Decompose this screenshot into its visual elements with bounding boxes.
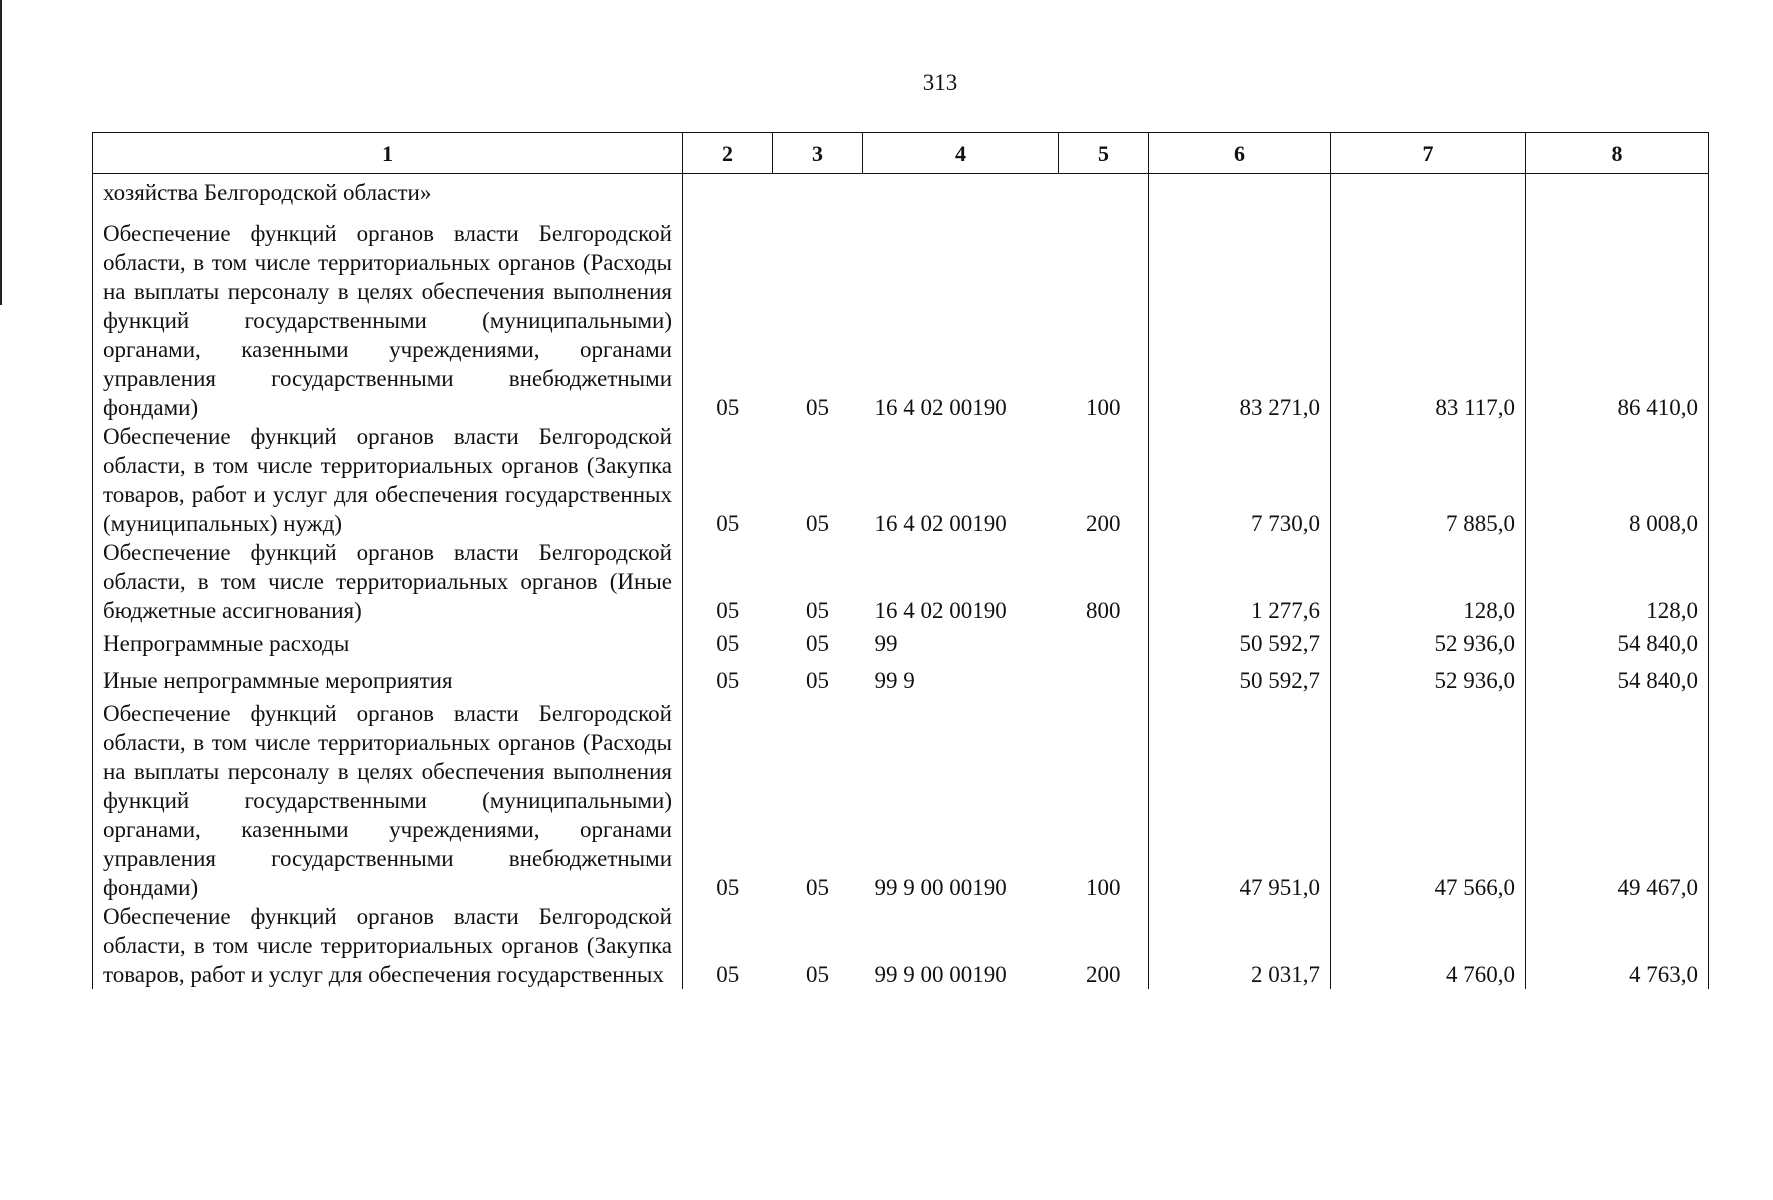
cell-amount-7: 7 885,0	[1331, 422, 1526, 538]
cell-amount-8: 49 467,0	[1526, 699, 1709, 902]
cell-amount-7: 47 566,0	[1331, 699, 1526, 902]
cell-expense-type: 100	[1086, 875, 1121, 900]
cell-section: 05	[716, 668, 740, 693]
cell-amount-7: 128,0	[1331, 538, 1526, 625]
cell-expense-type: 800	[1086, 598, 1121, 623]
column-header-1: 1	[93, 133, 683, 174]
cell-section: 05	[716, 395, 740, 420]
budget-table	[92, 132, 1709, 989]
row-description: Обеспечение функций органов власти Белгородской области, в том числе территориальных органов (Иные бюджетные ассигнования)	[93, 538, 683, 625]
cell-section: 05	[716, 511, 740, 536]
cell-expense-type: 200	[1086, 511, 1121, 536]
table-row	[93, 422, 1709, 538]
row-description: Обеспечение функций органов власти Белгородской области, в том числе территориальных органов (Закупка товаров, работ и услуг для обеспечения государственных	[93, 902, 683, 989]
row-description: Иные непрограммные мероприятия	[93, 662, 683, 699]
column-header-6: 6	[1149, 133, 1331, 174]
cell-amount-8: 54 840,0	[1526, 662, 1709, 699]
table-row	[93, 902, 1709, 989]
cell-target-article: 99 9 00 00190	[874, 962, 1007, 987]
cell-expense-type: 200	[1086, 962, 1121, 987]
cell-subsection: 05	[806, 875, 829, 900]
table-row	[93, 538, 1709, 625]
table-row	[93, 174, 1709, 212]
cell-amount-8	[1526, 174, 1709, 212]
cell-target-article: 99 9	[874, 668, 915, 693]
column-header-3: 3	[773, 133, 863, 174]
cell-expense-type	[1059, 174, 1149, 212]
cell-target-article: 99 9 00 00190	[874, 875, 1007, 900]
row-description: Обеспечение функций органов власти Белгородской области, в том числе территориальных органов (Расходы на выплаты персоналу в целях обеспечения выполнения функций государственными (муниципальными) органами, казенными учреждениями, органами управления государственными внебюджетными фондами)	[93, 211, 683, 422]
table-row	[93, 699, 1709, 902]
cell-target-article: 16 4 02 00190	[874, 395, 1007, 420]
cell-amount-7	[1331, 174, 1526, 212]
cell-amount-8: 128,0	[1526, 538, 1709, 625]
cell-subsection	[773, 174, 863, 212]
cell-target-article: 99	[874, 631, 898, 656]
cell-target-article	[863, 174, 1059, 212]
cell-amount-7: 52 936,0	[1331, 662, 1526, 699]
cell-expense-type	[1059, 625, 1149, 662]
scan-edge-mark	[0, 0, 2, 305]
column-header-7: 7	[1331, 133, 1526, 174]
cell-expense-type	[1059, 662, 1149, 699]
cell-expense-type: 100	[1086, 395, 1121, 420]
cell-target-article: 16 4 02 00190	[874, 598, 1007, 623]
cell-amount-7: 52 936,0	[1331, 625, 1526, 662]
table-row	[93, 211, 1709, 422]
cell-section	[683, 174, 773, 212]
row-description: Непрограммные расходы	[93, 625, 683, 662]
column-header-5: 5	[1059, 133, 1149, 174]
cell-subsection: 05	[806, 511, 829, 536]
cell-amount-8: 4 763,0	[1526, 902, 1709, 989]
cell-subsection: 05	[806, 668, 829, 693]
cell-subsection: 05	[806, 631, 829, 656]
table-row	[93, 625, 1709, 662]
cell-amount-6	[1149, 174, 1331, 212]
cell-subsection: 05	[806, 395, 829, 420]
column-header-4: 4	[863, 133, 1059, 174]
cell-subsection: 05	[806, 598, 829, 623]
table-row	[93, 662, 1709, 699]
column-header-8: 8	[1526, 133, 1709, 174]
cell-amount-7: 83 117,0	[1331, 211, 1526, 422]
cell-section: 05	[716, 962, 740, 987]
cell-amount-6: 1 277,6	[1149, 538, 1331, 625]
cell-amount-8: 86 410,0	[1526, 211, 1709, 422]
cell-amount-6: 2 031,7	[1149, 902, 1331, 989]
cell-amount-8: 54 840,0	[1526, 625, 1709, 662]
cell-section: 05	[716, 598, 740, 623]
row-description: Обеспечение функций органов власти Белгородской области, в том числе территориальных органов (Закупка товаров, работ и услуг для обеспечения государственных (муниципальных) нужд)	[93, 422, 683, 538]
cell-amount-6: 50 592,7	[1149, 625, 1331, 662]
cell-amount-6: 83 271,0	[1149, 211, 1331, 422]
page-number: 313	[922, 70, 958, 95]
cell-amount-6: 47 951,0	[1149, 699, 1331, 902]
cell-section: 05	[716, 875, 740, 900]
cell-amount-7: 4 760,0	[1331, 902, 1526, 989]
cell-target-article: 16 4 02 00190	[874, 511, 1007, 536]
cell-amount-6: 50 592,7	[1149, 662, 1331, 699]
cell-amount-8: 8 008,0	[1526, 422, 1709, 538]
row-description: Обеспечение функций органов власти Белгородской области, в том числе территориальных органов (Расходы на выплаты персоналу в целях обеспечения выполнения функций государственными (муниципальными) органами, казенными учреждениями, органами управления государственными внебюджетными фондами)	[93, 699, 683, 902]
cell-amount-6: 7 730,0	[1149, 422, 1331, 538]
row-description: хозяйства Белгородской области»	[93, 174, 683, 212]
cell-subsection: 05	[806, 962, 829, 987]
cell-section: 05	[716, 631, 740, 656]
column-header-2: 2	[683, 133, 773, 174]
table-header-row	[93, 133, 1709, 174]
